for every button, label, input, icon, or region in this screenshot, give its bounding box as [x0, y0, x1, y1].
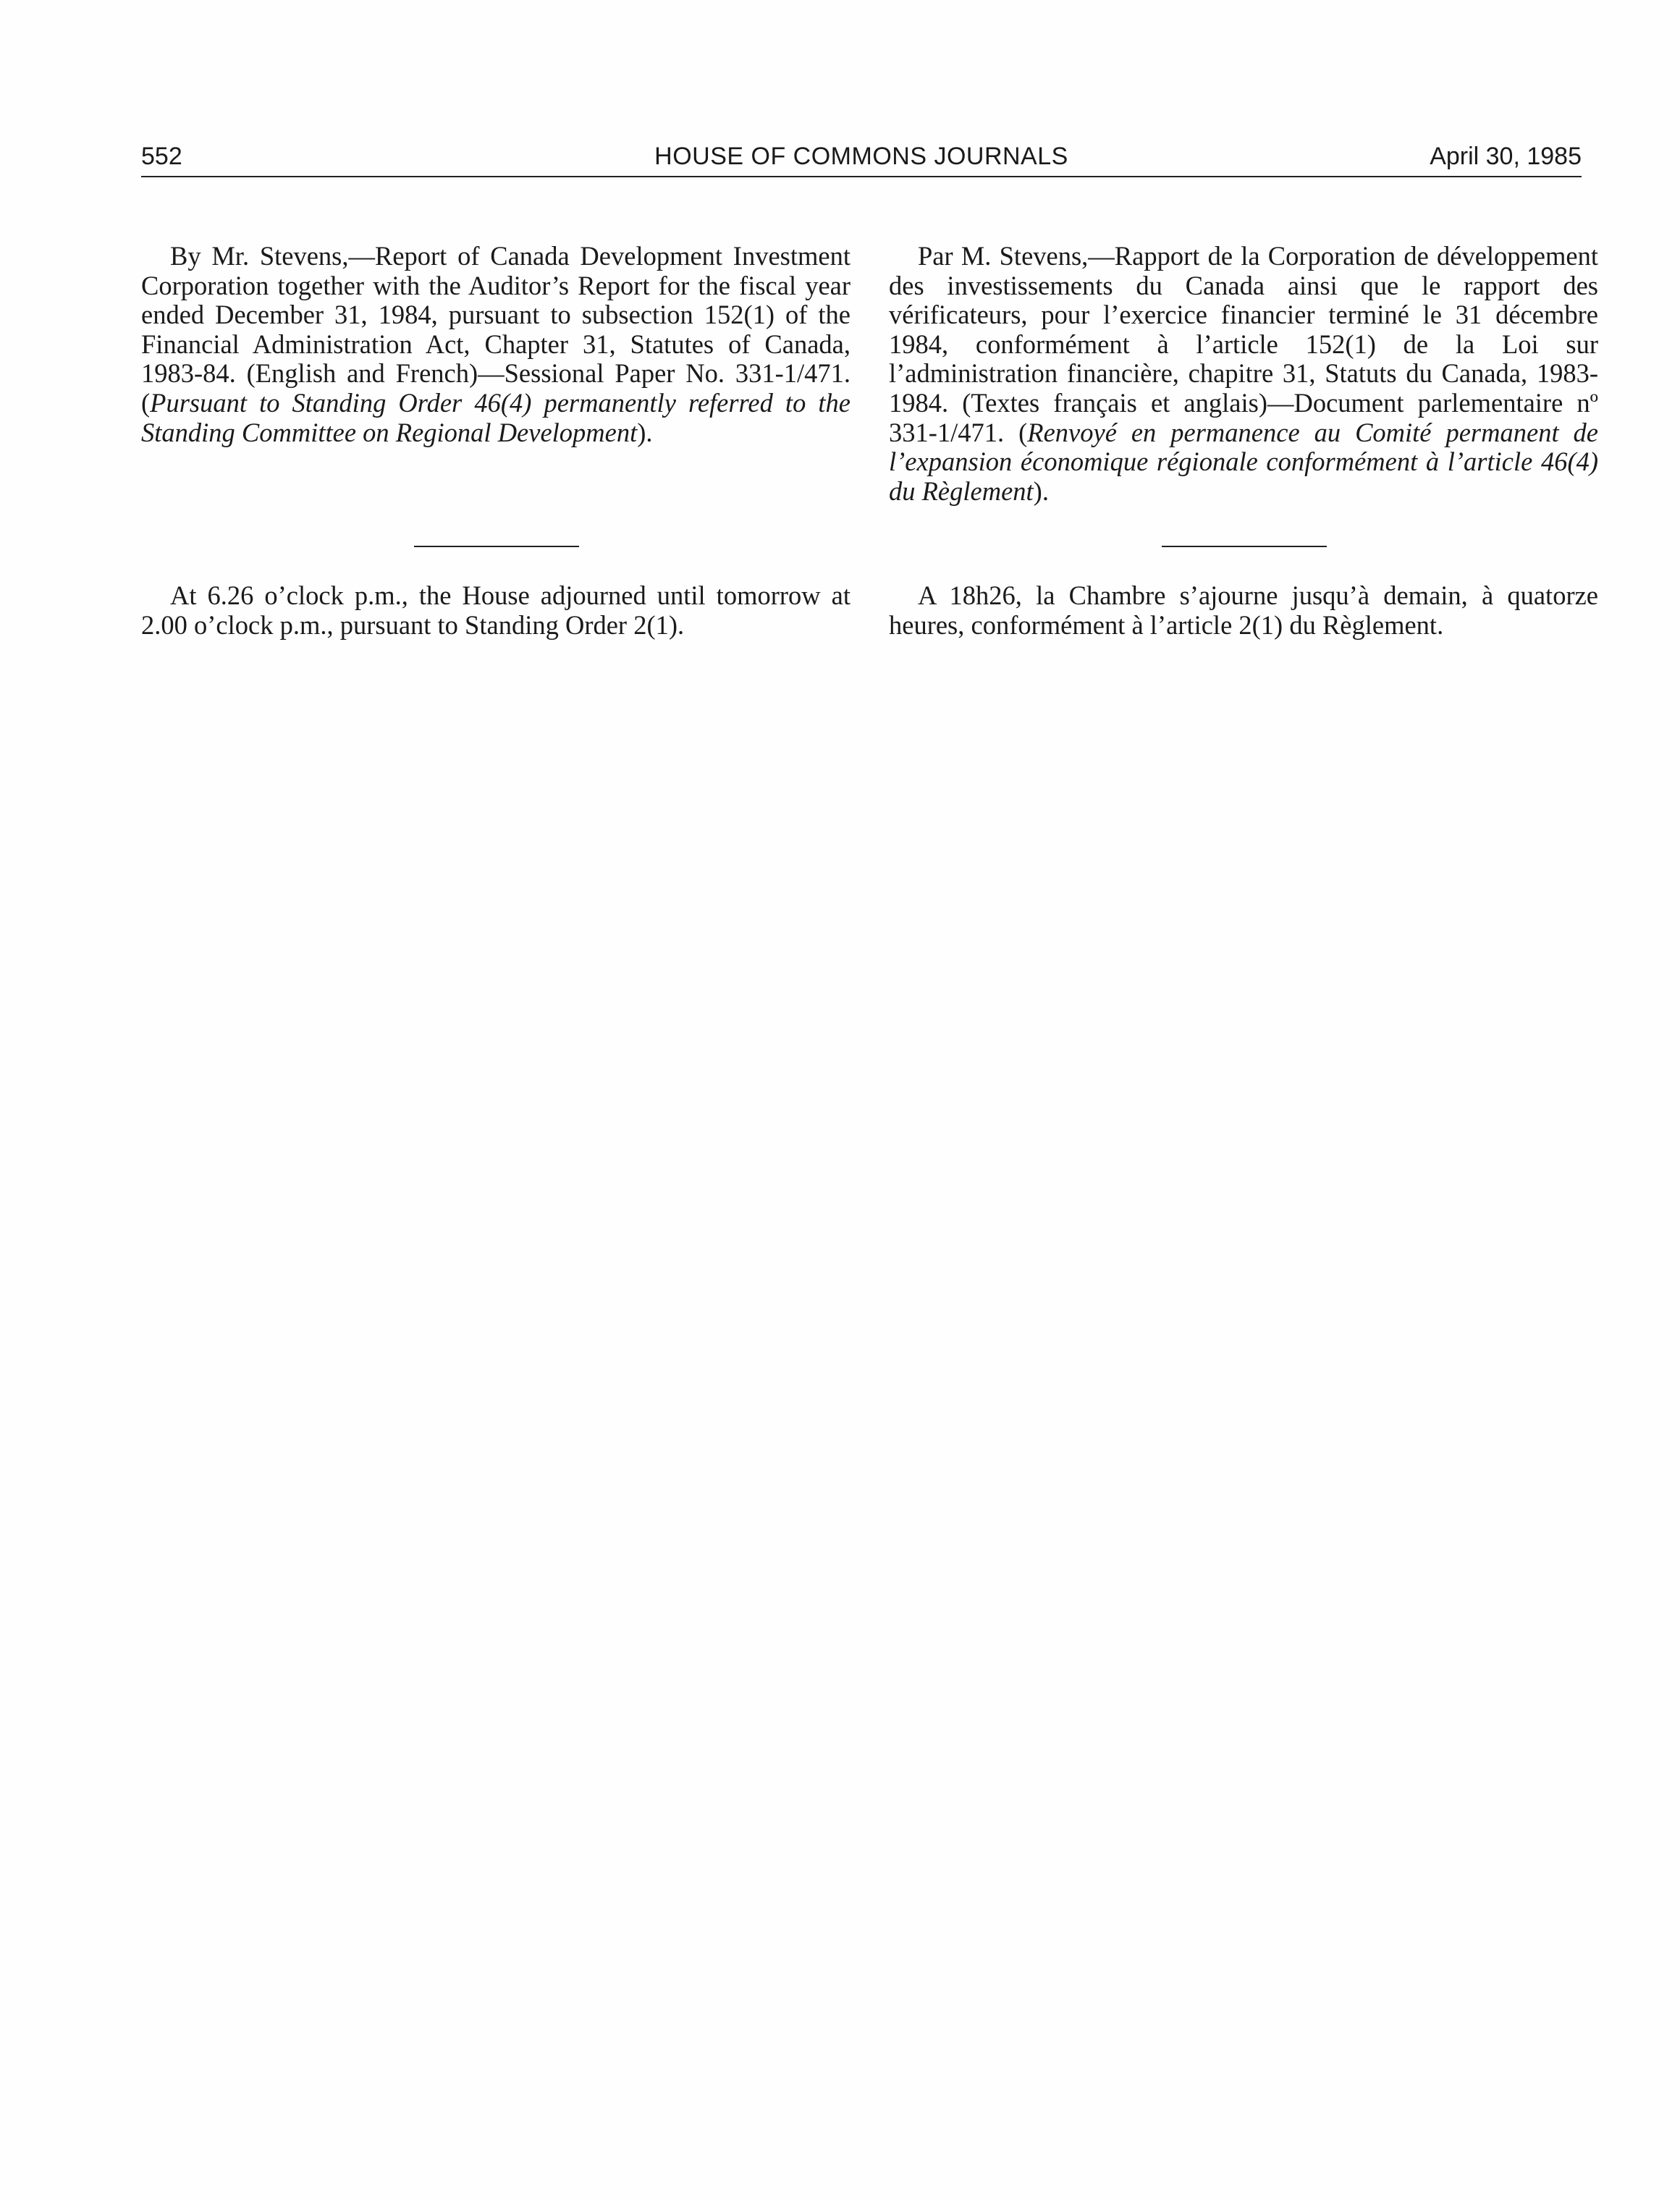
- header-rule: [141, 176, 1582, 177]
- french-report-tail: ).: [1033, 476, 1049, 506]
- journal-title: HOUSE OF COMMONS JOURNALS: [654, 143, 1068, 170]
- english-section-divider: [414, 546, 579, 547]
- english-report-referral: Pursuant to Standing Order 46(4) permanently referred to the Standing Committee on Regional Development: [141, 387, 850, 447]
- french-report-entry: [889, 242, 1598, 506]
- french-report-text: Par M. Stevens,—Rapport de la Corporation de développement des investissements du Canada ainsi que le rapport des vérificateurs, pour l’exercice financier terminé le 31 décembre 1984, conformément à l’article 152(1) de la Loi sur l’administration financière, chapitre 31, Statuts du Canada, 1983-1984. (Textes français et anglais)—Document parlementaire nº 331-1/471. (: [889, 241, 1598, 447]
- english-report-paragraph: [141, 242, 850, 447]
- french-adjournment-text: A 18h26, la Chambre s’ajourne jusqu’à demain, à quatorze heures, conformément à l’article 2(1) du Règlement.: [889, 580, 1598, 640]
- header-date: April 30, 1985: [1430, 143, 1582, 170]
- french-adjournment-entry: [889, 581, 1598, 640]
- french-section-divider: [1162, 546, 1327, 547]
- english-report-tail: ).: [637, 417, 653, 447]
- french-report-referral: Renvoyé en permanence au Comité permanent de l’expansion économique régionale conformément à l’article 46(4) du Règlement: [889, 417, 1599, 506]
- page-number: 552: [141, 143, 182, 170]
- page-header: [141, 138, 1582, 175]
- french-report-paragraph: [889, 242, 1598, 506]
- english-adjournment-text: At 6.26 o’clock p.m., the House adjourned until tomorrow at 2.00 o’clock p.m., pursuant to Standing Order 2(1).: [141, 580, 850, 640]
- english-adjournment-entry: [141, 581, 850, 640]
- english-report-text: By Mr. Stevens,—Report of Canada Development Investment Corporation together with the Auditor’s Report for the fiscal year ended December 31, 1984, pursuant to subsection 152(1) of the Financial Administration Act, Chapter 31, Statutes of Canada, 1983-84. (English and French)—Sessional Paper No. 331-1/471. (: [141, 241, 850, 418]
- english-report-entry: [141, 242, 850, 447]
